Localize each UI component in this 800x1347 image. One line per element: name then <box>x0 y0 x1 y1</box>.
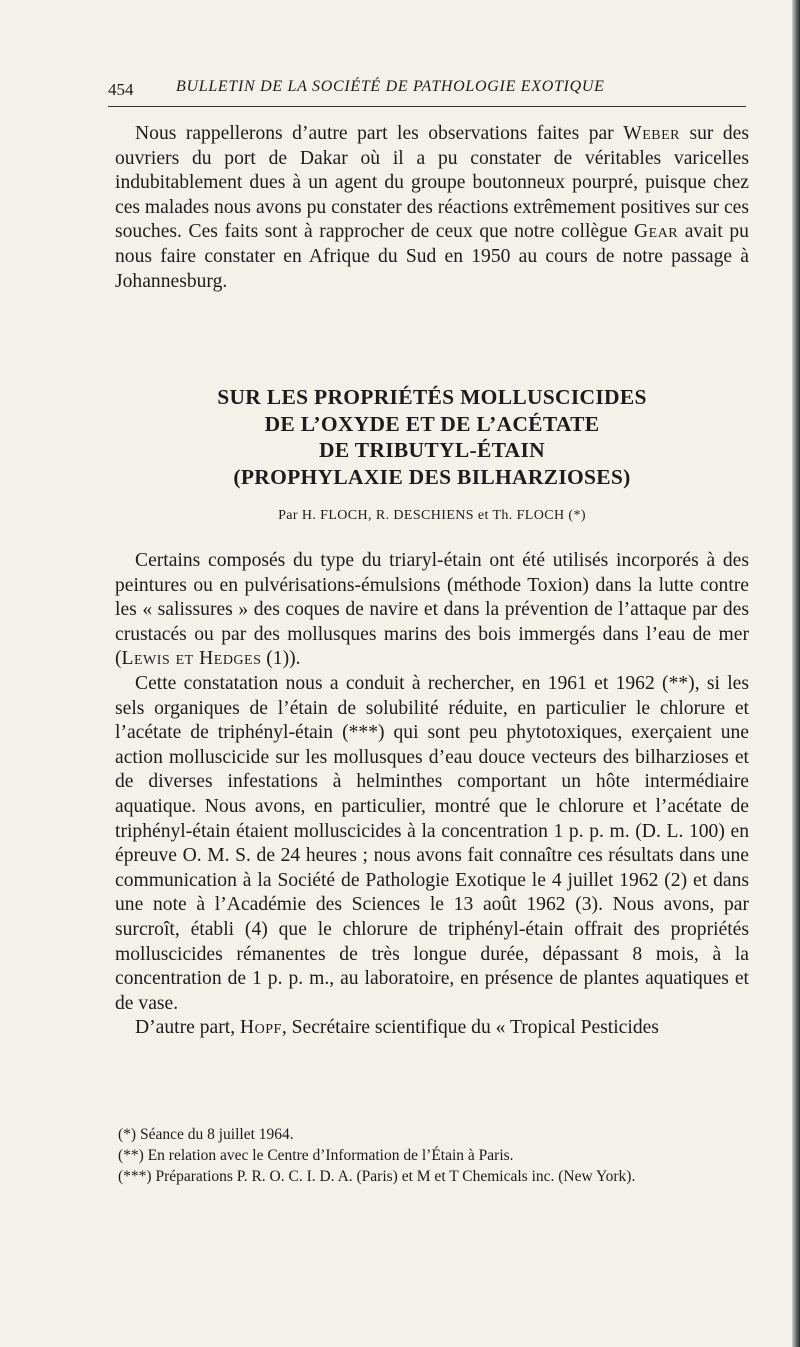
title-line: SUR LES PROPRIÉTÉS MOLLUSCICIDES <box>217 385 647 409</box>
running-head: BULLETIN DE LA SOCIÉTÉ DE PATHOLOGIE EXOTIQUE <box>176 78 605 95</box>
author-name-hopf: Hopf <box>240 1017 282 1039</box>
body-text: , Secrétaire scientifique du « Tropical Pesticides <box>281 1017 659 1039</box>
title-line: DE L’OXYDE ET DE L’ACÉTATE <box>264 411 600 436</box>
title-line: (PROPHYLAXIE DES BILHARZIOSES) <box>233 464 631 489</box>
body-text: D’autre part, <box>135 1017 236 1039</box>
page-header <box>108 78 746 102</box>
footnote: (**) En relation avec le Centre d’Information de l’Étain à Paris. <box>118 1147 514 1164</box>
footnote: (*) Séance du 8 juillet 1964. <box>118 1126 294 1143</box>
footnote: (***) Préparations P. R. O. C. I. D. A. (Paris) et M et T Chemicals inc. (New York). <box>118 1168 636 1185</box>
body-text: (1)). <box>261 648 301 670</box>
article-authors: Par H. FLOCH, R. DESCHIENS et Th. FLOCH (*) <box>278 508 586 523</box>
intro-text-2: sur des ouvriers du port de Dakar où il a pu constater de véritables varicelles indubitablement dues à un agent du groupe boutonneux pourpré, puisque chez ces malades nous avons pu constater des réactions extrêmement positives sur ces souches. Ces faits sont à rapprocher de ceux que notre collègue <box>115 123 750 243</box>
article-title <box>115 384 749 490</box>
page-edge-shadow <box>792 0 800 1347</box>
author-name-weber: Weber <box>623 123 680 144</box>
article-body <box>115 549 749 1041</box>
header-rule <box>108 106 746 107</box>
author-name-lewis-hedges: Lewis et Hedges <box>121 648 262 670</box>
body-paragraph <box>115 549 749 672</box>
footnotes <box>100 1124 750 1187</box>
intro-paragraph <box>115 122 749 294</box>
intro-text-3: avait pu nous faire constater en Afrique du Sud en 1950 au cours de notre passage à Johannesburg. <box>115 221 749 292</box>
intro-text-1: Nous rappellerons d’autre part les observations faites par <box>135 123 614 144</box>
body-paragraph: Cette constatation nous a conduit à rechercher, en 1961 et 1962 (**), si les sels organiques de l’étain de solubilité réduite, en particulier le chlorure et l’acétate de triphényl-étain (***) qui sont peu phytotoxiques, exerçaient une action molluscicide sur les mollusques d’eau douce vecteurs des bilharzioses et de diverses infestations à helminthes comportant un hôte intermédiaire aquatique. Nous avons, en particulier, montré que le chlorure et l’acétate de triphényl-étain étaient molluscicides à la concentration 1 p. p. m. (D. L. 100) en épreuve O. M. S. de 24 heures ; nous avons fait connaître ces résultats dans une communication à la Société de Pathologie Exotique le 4 juillet 1962 (2) et dans une note à l’Académie des Sciences le 13 août 1962 (3). Nous avons, par surcroît, établi (4) que le chlorure de triphényl-étain offrait des propriétés molluscicides rémanentes de très longue durée, dépassant 8 mois, à la concentration de 1 p. p. m., au laboratoire, en présence de plantes aquatiques et de vase. <box>115 672 749 1014</box>
title-line: DE TRIBUTYL-ÉTAIN <box>319 438 545 462</box>
body-paragraph <box>115 1016 749 1041</box>
body-text: Certains composés du type du triaryl-étain ont été utilisés incorporés à des peintures ou en pulvérisations-émulsions (méthode Toxion) dans la lutte contre les « salissures » des coques de navire et dans la prévention de l’attaque par des crustacés ou par des mollusques marins des bois immergés dans l’eau de mer ( <box>115 550 749 670</box>
author-name-gear: Gear <box>634 221 679 243</box>
page-number: 454 <box>108 80 134 99</box>
